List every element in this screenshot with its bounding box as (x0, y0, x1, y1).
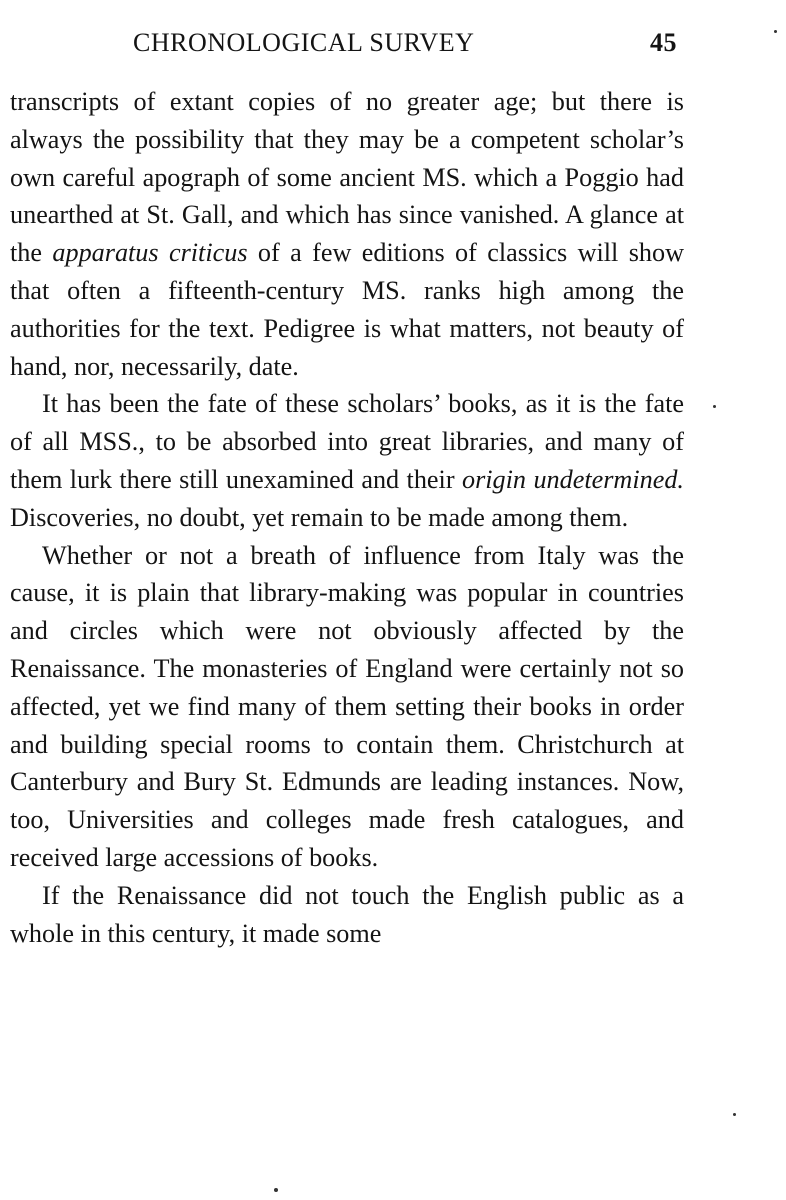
page-number: 45 (650, 28, 677, 57)
scan-speck (733, 1113, 736, 1116)
paragraph-2-text-a: It has been the fate of these scholars’ books, as it is the fate of all MSS., to be absorbed into great libraries, and many of them lurk there still unexamined and their (10, 389, 684, 494)
scan-speck (774, 30, 777, 33)
paragraph-2-text-b: Discoveries, no doubt, yet remain to be made among them. (10, 502, 629, 532)
running-head (0, 28, 786, 68)
paragraph-2-italic: origin undetermined. (461, 464, 684, 494)
scan-speck (713, 405, 716, 408)
paragraph-4: If the Renaissance did not touch the English public as a whole in this century, it made some (10, 880, 684, 948)
body-text (10, 83, 684, 952)
paragraph-1-text-b: of a few editions of classics will show that often a fifteenth-century MS. ranks high among the authorities for the text. Pedigree is what matters, not beauty of hand, nor, necessarily, date. (10, 238, 684, 381)
paragraph-1 (10, 83, 684, 385)
paragraph-1-italic: apparatus criticus (52, 238, 248, 268)
paragraph-3: Whether or not a breath of influence from Italy was the cause, it is plain that library-making was popular in countries and circles which were not obviously affected by the Renaissance. The monasteries of England were certainly not so affected, yet we find many of them setting their books in order and building special rooms to contain them. Christchurch at Canterbury and Bury St. Edmunds are leading instances. Now, too, Universities and colleges made fresh catalogues, and received large accessions of books. (10, 540, 684, 872)
paragraph-1-text-a: transcripts of extant copies of no greater age; but there is always the possibility that they may be a competent scholar’s own careful apograph of some ancient MS. which a Poggio had unearthed at St. Gall, and which has since vanished. A glance at the (10, 87, 684, 268)
scan-speck (274, 1188, 278, 1192)
paragraph-2 (10, 385, 684, 536)
running-title: CHRONOLOGICAL SURVEY (133, 28, 475, 57)
